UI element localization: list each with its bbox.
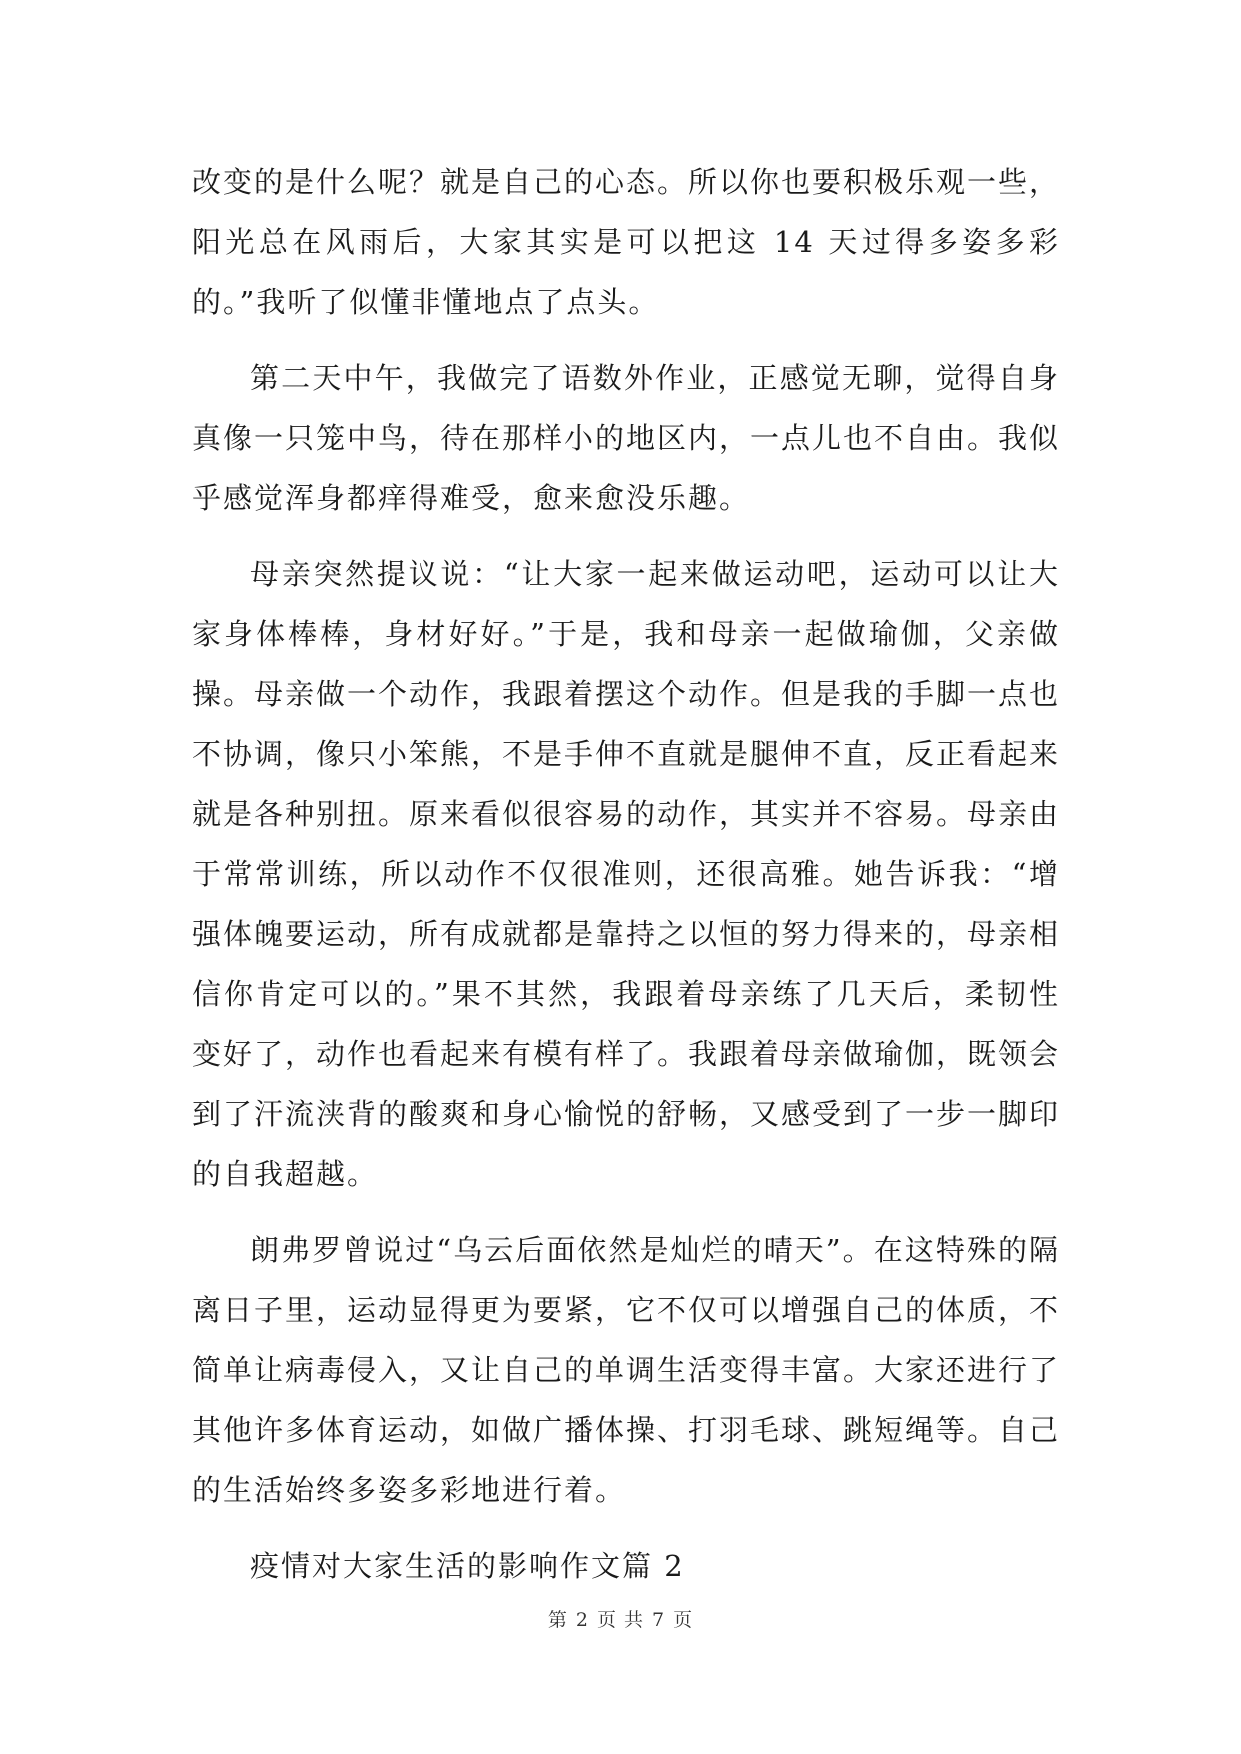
page-number-footer xyxy=(0,1605,1241,1632)
document-body xyxy=(192,152,1060,1596)
footer-prefix: 第 xyxy=(547,1609,568,1631)
paragraph-continued: 改变的是什么呢？就是自己的心态。所以你也要积极乐观一些，阳光总在风雨后，大家其实是可以把这 14 天过得多姿多彩的。”我听了似懂非懂地点了点头。 xyxy=(192,165,1061,319)
section-heading: 疫情对大家生活的影响作文篇 2 xyxy=(250,1549,685,1583)
paragraph: 母亲突然提议说：“让大家一起来做运动吧，运动可以让大家身体棒棒，身材好好。”于是，我和母亲一起做瑜伽，父亲做操。母亲做一个动作，我跟着摆这个动作。但是我的手脚一点也不协调，像只小笨熊，不是手伸不直就是腿伸不直，反正看起来就是各种别扭。原来看似很容易的动作，其实并不容易。母亲由于常常训练，所以动作不仅很准则，还很高雅。她告诉我：“增强体魄要运动，所有成就都是靠持之以恒的努力得来的，母亲相信你肯定可以的。”果不其然，我跟着母亲练了几天后，柔韧性变好了，动作也看起来有模有样了。我跟着母亲做瑜伽，既领会到了汗流浃背的酸爽和身心愉悦的舒畅，又感受到了一步一脚印的自我超越。 xyxy=(192,557,1061,1191)
footer-page-number: 2 xyxy=(575,1609,589,1631)
paragraph: 朗弗罗曾说过“乌云后面依然是灿烂的晴天”。在这特殊的隔离日子里，运动显得更为要紧，它不仅可以增强自己的体质，不简单让病毒侵入，又让自己的单调生活变得丰富。大家还进行了其他许多体育运动，如做广播体操、打羽毛球、跳短绳等。自己的生活始终多姿多彩地进行着。 xyxy=(192,1233,1061,1507)
footer-suffix: 页 xyxy=(673,1609,694,1631)
paragraph: 第二天中午，我做完了语数外作业，正感觉无聊，觉得自身真像一只笼中鸟，待在那样小的地区内，一点儿也不自由。我似乎感觉浑身都痒得难受，愈来愈没乐趣。 xyxy=(192,361,1061,515)
footer-total-pages: 7 xyxy=(652,1609,666,1631)
footer-middle: 页 共 xyxy=(596,1609,645,1631)
